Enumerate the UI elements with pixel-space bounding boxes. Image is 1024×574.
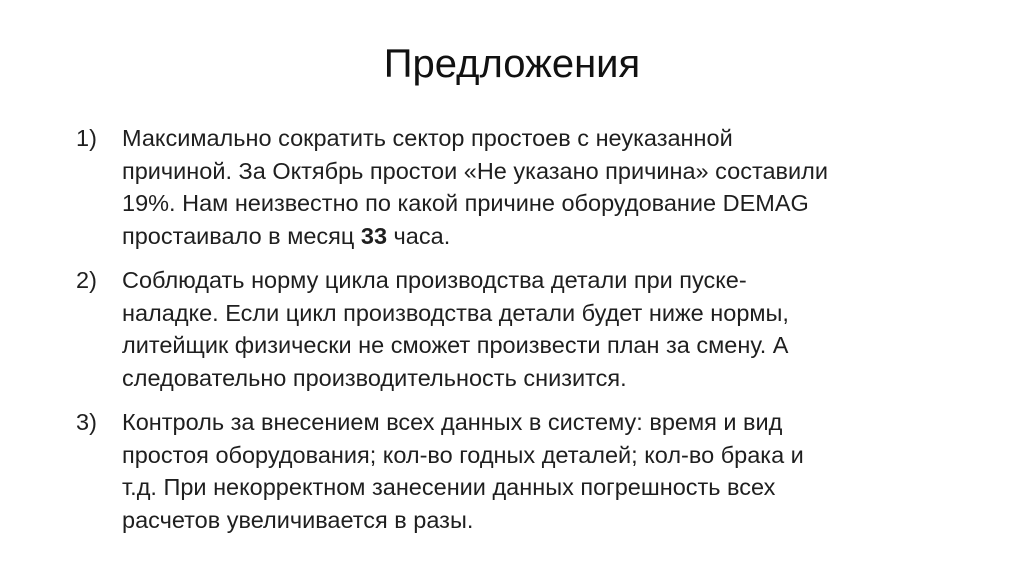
list-item (76, 122, 956, 252)
item-text-bold-value: 33 (360, 222, 388, 249)
item-text-part: Максимально сократить сектор простоев с неуказанной причиной. За Октябрь простои «Не указано причина» составили 19%. Нам неизвестно по какой причине оборудование DEMAG простаивало в месяц (122, 125, 828, 249)
item-text: Контроль за внесением всех данных в систему: время и вид простоя оборудования; кол-во годных деталей; кол-во брака и т.д. При некорректном занесении данных погрешность всех расчетов увеличивается в разы. (122, 409, 804, 533)
item-text-part: часа. (387, 222, 451, 249)
item-number: 3) (76, 409, 97, 435)
proposals-list (76, 122, 956, 548)
item-number: 1) (76, 125, 97, 151)
item-text: Соблюдать норму цикла производства детали при пуске- наладке. Если цикл производства детали будет ниже нормы, литейщик физически не сможет произвести план за смену. А следовательно производительность снизится. (122, 267, 789, 391)
item-text (122, 122, 956, 252)
list-item (76, 406, 956, 536)
slide-title: Предложения (383, 42, 641, 86)
list-item (76, 264, 956, 394)
item-number: 2) (76, 267, 97, 293)
